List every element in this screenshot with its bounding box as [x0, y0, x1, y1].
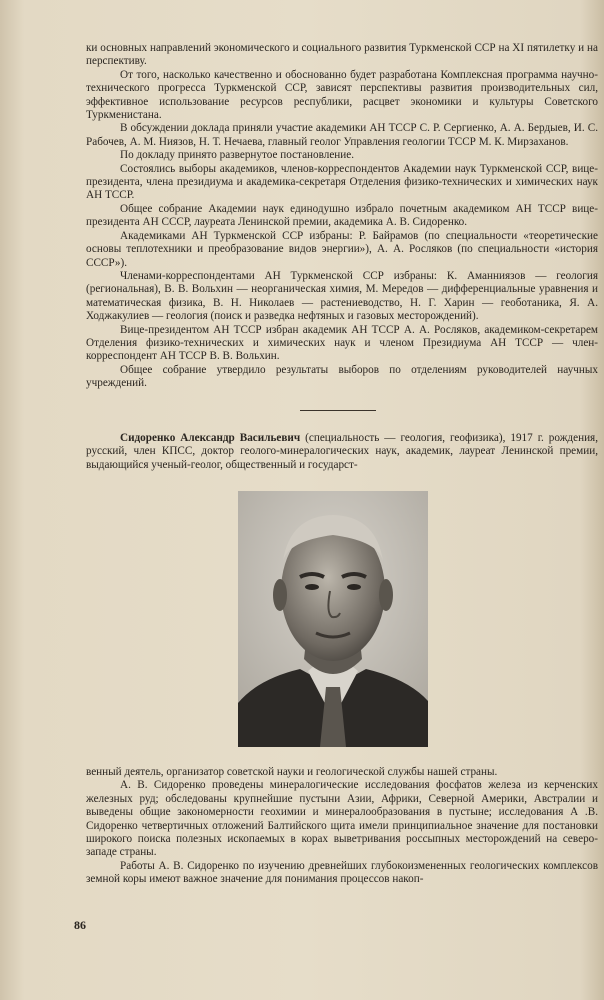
continuation-text-column — [86, 766, 598, 887]
paragraph: По докладу принято развернутое постановление. — [120, 149, 355, 162]
paragraph: ки основных направлений экономического и социального развития Туркменской ССР на XI пятилетку и на перспективу. — [86, 42, 598, 68]
paragraph: Общее собрание утвердило результаты выборов по отделениям руководителей научных учреждений. — [86, 363, 598, 390]
paragraph: Членами-корреспондентами АН Туркменской ССР избраны: К. Аманниязов — геология (региональная), В. В. Вольхин — неорганическая химия, М. Мередов — дифференциальные уравнения и математическая физика, В. Н. Николаев — растениеводство, Н. Г. Харин — геоботаника, Я. А. Ходжакулиев — геология (поиск и разведка нефтяных и газовых месторождений). — [86, 269, 598, 323]
section-divider — [300, 410, 376, 411]
biography-intro-text: (специальность — геология, геофизика), 1917 г. рождения, русский, член КПСС, доктор геолого-минералогических наук, академик, лауреат Ленинской премии, выдающийся ученый-геолог, общественный и государст- — [86, 432, 598, 471]
biography-paragraph — [86, 432, 598, 472]
page-number: 86 — [74, 918, 86, 932]
top-text-column — [86, 42, 598, 391]
paragraph: Академиками АН Туркменской ССР избраны: Р. Байрамов (по специальности «теоретические основы теплотехники и преобразование видов энергии»), А. А. Росляков (по специальности «история СССР»). — [86, 229, 598, 269]
paragraph: Общее собрание Академии наук единодушно избрало почетным академиком АН ТССР вице-президента АН СССР, лауреата Ленинской премии, академика А. В. Сидоренко. — [86, 202, 598, 229]
biography-intro — [86, 432, 598, 472]
paragraph: венный деятель, организатор советской науки и геологической службы нашей страны. — [86, 766, 498, 778]
paragraph: От того, насколько качественно и обоснованно будет разработана Комплексная программа научно-технического прогресса Туркменской ССР, зависят перспективы развития производительных сил, эффективное использование ресурсов республики, расцвет экономики и культуры Советского Туркменистана. — [86, 68, 598, 122]
paragraph: В обсуждении доклада приняли участие академики АН ТССР С. Р. Сергиенко, А. А. Бердыев, И. С. Рабочев, А. М. Ниязов, Н. Т. Нечаева, главный геолог Управления геологии ТССР М. К. Мирзаханов. — [86, 122, 598, 148]
paragraph: Вице-президентом АН ТССР избран академик АН ТССР А. А. Росляков, академиком-секретарем Отделения физико-технических и химических наук и членом Президиума АН ТССР — член-корреспондент АН ТССР В. В. Вольхин. — [86, 323, 598, 363]
portrait-photo — [238, 491, 428, 747]
paragraph: А. В. Сидоренко проведены минералогические исследования фосфатов железа из керченских железных руд; обследованы крупнейшие пустыни Азии, Африки, Северной Америки, Австралии и выведены общие закономерности геохимии и минералообразования в пустыне; исследования А .В. Сидоренко четвертичных отложений Балтийского щита имели принципиальное значение для постановки широкого поиска полезных ископаемых в корах выветривания россыпных месторождений на северо-западе страны. — [86, 779, 598, 859]
portrait-image — [238, 491, 428, 747]
person-name: Сидоренко Александр Васильевич — [120, 432, 301, 444]
paragraph: Состоялись выборы академиков, членов-корреспондентов Академии наук Туркменской ССР, вице-президента, члена президиума и академика-секретаря Отделения физико-технических и химических наук АН ТССР. — [86, 162, 598, 202]
paragraph: Работы А. В. Сидоренко по изучению древнейших глубокоизмененных геологических комплексов земной коры имеют важное значение для понимания процессов накоп- — [86, 859, 598, 886]
